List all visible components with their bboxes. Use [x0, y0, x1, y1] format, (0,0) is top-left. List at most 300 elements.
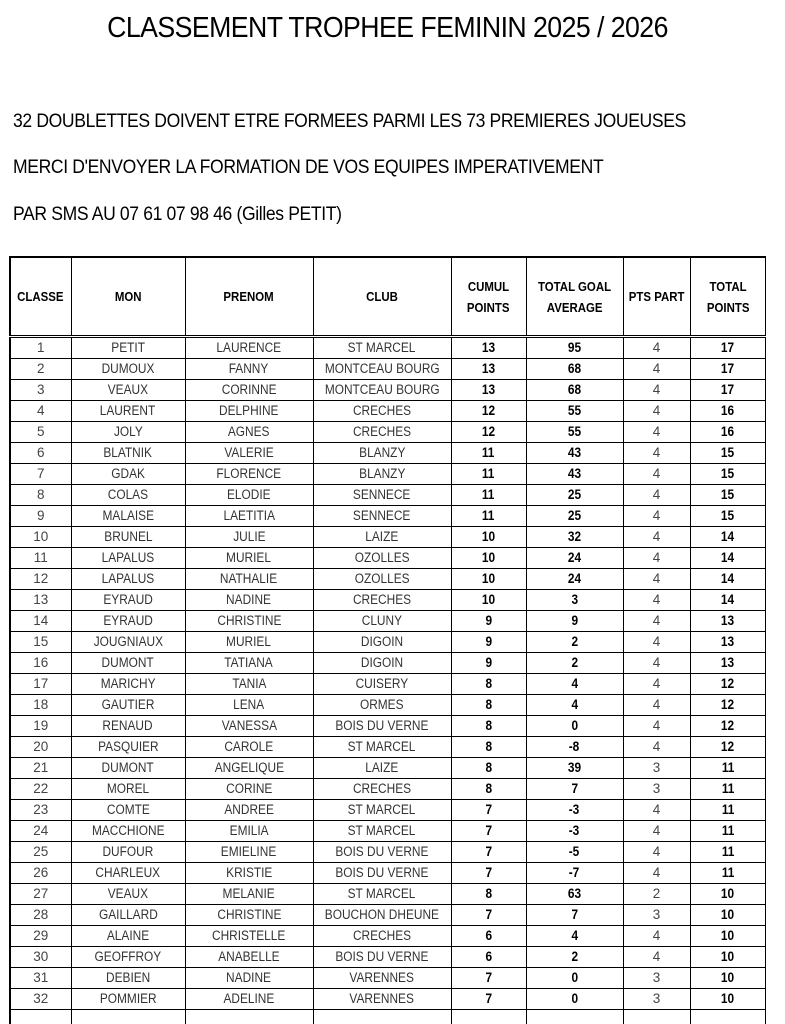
- cell-empty: [690, 1010, 766, 1024]
- cell-total-points: 11: [690, 758, 766, 779]
- cell-total-points: 12: [690, 674, 766, 695]
- cell-club: OZOLLES: [313, 569, 451, 590]
- cell-prenom: MURIEL: [185, 632, 313, 653]
- cell-prenom: ANABELLE: [185, 947, 313, 968]
- table-row: [10, 737, 766, 758]
- cell-cumul-points: 7: [451, 905, 526, 926]
- table-row: [10, 632, 766, 653]
- cell-pts-part: 4: [623, 380, 690, 401]
- cell-prenom: LAETITIA: [185, 506, 313, 527]
- cell-total-points: 11: [690, 779, 766, 800]
- cell-nom: MARICHY: [71, 674, 185, 695]
- cell-prenom: CORINE: [185, 779, 313, 800]
- cell-empty: [451, 1010, 526, 1024]
- cell-classe: 28: [10, 905, 71, 926]
- table-row: [10, 548, 766, 569]
- cell-prenom: CHRISTINE: [185, 611, 313, 632]
- cell-club: CLUNY: [313, 611, 451, 632]
- table-row: [10, 800, 766, 821]
- cell-empty: [185, 1010, 313, 1024]
- cell-pts-part: 4: [623, 401, 690, 422]
- cell-nom: LAPALUS: [71, 569, 185, 590]
- cell-nom: ALAINE: [71, 926, 185, 947]
- cell-goal-average: 43: [526, 464, 623, 485]
- header-goal-average: TOTAL GOAL AVERAGE: [526, 257, 623, 337]
- cell-nom: COMTE: [71, 800, 185, 821]
- cell-pts-part: 4: [623, 863, 690, 884]
- table-row: [10, 611, 766, 632]
- cell-classe: 21: [10, 758, 71, 779]
- cell-club: MONTCEAU BOURG: [313, 359, 451, 380]
- cell-classe: 19: [10, 716, 71, 737]
- cell-club: BOIS DU VERNE: [313, 863, 451, 884]
- cell-club: BOIS DU VERNE: [313, 947, 451, 968]
- cell-total-points: 14: [690, 527, 766, 548]
- cell-pts-part: 4: [623, 464, 690, 485]
- cell-pts-part: 4: [623, 842, 690, 863]
- cell-prenom: AGNES: [185, 422, 313, 443]
- cell-classe: 10: [10, 527, 71, 548]
- cell-goal-average: 95: [526, 337, 623, 359]
- cell-goal-average: 0: [526, 716, 623, 737]
- cell-cumul-points: 10: [451, 590, 526, 611]
- cell-prenom: DELPHINE: [185, 401, 313, 422]
- cell-nom: PETIT: [71, 337, 185, 359]
- cell-total-points: 15: [690, 443, 766, 464]
- table-row: [10, 695, 766, 716]
- cell-club: BOIS DU VERNE: [313, 716, 451, 737]
- cell-prenom: FLORENCE: [185, 464, 313, 485]
- cell-cumul-points: 12: [451, 422, 526, 443]
- cell-classe: 17: [10, 674, 71, 695]
- cell-pts-part: 3: [623, 968, 690, 989]
- cell-total-points: 11: [690, 821, 766, 842]
- cell-cumul-points: 6: [451, 926, 526, 947]
- cell-club: ST MARCEL: [313, 821, 451, 842]
- header-pts-part: PTS PART: [623, 257, 690, 337]
- cell-classe: 18: [10, 695, 71, 716]
- cell-total-points: 15: [690, 464, 766, 485]
- cell-cumul-points: 7: [451, 989, 526, 1010]
- cell-goal-average: 4: [526, 695, 623, 716]
- cell-nom: DUFOUR: [71, 842, 185, 863]
- cell-pts-part: 4: [623, 590, 690, 611]
- cell-pts-part: 4: [623, 548, 690, 569]
- cell-prenom: EMILIA: [185, 821, 313, 842]
- cell-pts-part: 4: [623, 337, 690, 359]
- cell-prenom: MELANIE: [185, 884, 313, 905]
- info-line-contact: PAR SMS AU 07 61 07 98 46 (Gilles PETIT): [13, 203, 342, 225]
- cell-nom: DUMONT: [71, 758, 185, 779]
- cell-goal-average: -3: [526, 800, 623, 821]
- cell-total-points: 11: [690, 800, 766, 821]
- cell-total-points: 10: [690, 905, 766, 926]
- cell-pts-part: 4: [623, 674, 690, 695]
- cell-pts-part: 4: [623, 611, 690, 632]
- cell-goal-average: -7: [526, 863, 623, 884]
- cell-club: DIGOIN: [313, 653, 451, 674]
- cell-total-points: 12: [690, 716, 766, 737]
- cell-prenom: TATIANA: [185, 653, 313, 674]
- cell-empty: [10, 1010, 71, 1024]
- cell-nom: DEBIEN: [71, 968, 185, 989]
- cell-cumul-points: 8: [451, 716, 526, 737]
- header-club: CLUB: [313, 257, 451, 337]
- cell-cumul-points: 11: [451, 485, 526, 506]
- cell-pts-part: 4: [623, 821, 690, 842]
- cell-club: OZOLLES: [313, 548, 451, 569]
- cell-total-points: 17: [690, 359, 766, 380]
- cell-club: VARENNES: [313, 968, 451, 989]
- cell-cumul-points: 11: [451, 506, 526, 527]
- cell-prenom: ELODIE: [185, 485, 313, 506]
- cell-total-points: 13: [690, 653, 766, 674]
- cell-cumul-points: 9: [451, 632, 526, 653]
- cell-nom: MALAISE: [71, 506, 185, 527]
- cell-classe: 2: [10, 359, 71, 380]
- cell-goal-average: 9: [526, 611, 623, 632]
- cell-classe: 26: [10, 863, 71, 884]
- table-row: [10, 422, 766, 443]
- table-row: [10, 653, 766, 674]
- cell-nom: MOREL: [71, 779, 185, 800]
- cell-nom: CHARLEUX: [71, 863, 185, 884]
- cell-goal-average: -3: [526, 821, 623, 842]
- table-row: [10, 337, 766, 359]
- table-row: [10, 443, 766, 464]
- cell-pts-part: 4: [623, 632, 690, 653]
- cell-nom: COLAS: [71, 485, 185, 506]
- cell-prenom: NADINE: [185, 590, 313, 611]
- cell-cumul-points: 8: [451, 758, 526, 779]
- cell-classe: 16: [10, 653, 71, 674]
- cell-pts-part: 3: [623, 989, 690, 1010]
- cell-nom: GEOFFROY: [71, 947, 185, 968]
- ranking-table: [9, 256, 766, 1024]
- cell-nom: POMMIER: [71, 989, 185, 1010]
- cell-cumul-points: 6: [451, 947, 526, 968]
- cell-empty: [623, 1010, 690, 1024]
- cell-club: DIGOIN: [313, 632, 451, 653]
- table-row: [10, 926, 766, 947]
- cell-pts-part: 4: [623, 485, 690, 506]
- cell-classe: 23: [10, 800, 71, 821]
- cell-total-points: 13: [690, 632, 766, 653]
- cell-nom: GAUTIER: [71, 695, 185, 716]
- cell-goal-average: 4: [526, 926, 623, 947]
- cell-total-points: 10: [690, 926, 766, 947]
- cell-classe: 3: [10, 380, 71, 401]
- cell-goal-average: 24: [526, 569, 623, 590]
- header-prenom: PRENOM: [185, 257, 313, 337]
- cell-classe: 12: [10, 569, 71, 590]
- cell-club: CRECHES: [313, 779, 451, 800]
- cell-classe: 30: [10, 947, 71, 968]
- cell-cumul-points: 13: [451, 359, 526, 380]
- cell-classe: 7: [10, 464, 71, 485]
- cell-classe: 8: [10, 485, 71, 506]
- cell-classe: 20: [10, 737, 71, 758]
- cell-total-points: 10: [690, 884, 766, 905]
- cell-classe: 29: [10, 926, 71, 947]
- cell-goal-average: 0: [526, 968, 623, 989]
- cell-total-points: 17: [690, 380, 766, 401]
- table-row: [10, 485, 766, 506]
- table-row: [10, 674, 766, 695]
- cell-classe: 1: [10, 337, 71, 359]
- cell-pts-part: 4: [623, 443, 690, 464]
- cell-pts-part: 4: [623, 695, 690, 716]
- cell-nom: LAPALUS: [71, 548, 185, 569]
- cell-classe: 24: [10, 821, 71, 842]
- table-row: [10, 380, 766, 401]
- cell-cumul-points: 13: [451, 337, 526, 359]
- cell-goal-average: 7: [526, 779, 623, 800]
- cell-nom: VEAUX: [71, 380, 185, 401]
- cell-pts-part: 2: [623, 884, 690, 905]
- cell-total-points: 10: [690, 947, 766, 968]
- cell-classe: 25: [10, 842, 71, 863]
- cell-cumul-points: 10: [451, 527, 526, 548]
- cell-goal-average: 3: [526, 590, 623, 611]
- cell-classe: 27: [10, 884, 71, 905]
- cell-club: CRECHES: [313, 926, 451, 947]
- cell-prenom: CHRISTINE: [185, 905, 313, 926]
- cell-club: ORMES: [313, 695, 451, 716]
- cell-total-points: 12: [690, 695, 766, 716]
- cell-pts-part: 4: [623, 653, 690, 674]
- cell-total-points: 11: [690, 863, 766, 884]
- cell-total-points: 15: [690, 485, 766, 506]
- cell-cumul-points: 7: [451, 863, 526, 884]
- cell-total-points: 14: [690, 590, 766, 611]
- cell-classe: 14: [10, 611, 71, 632]
- header-nom: MON: [71, 257, 185, 337]
- cell-nom: GAILLARD: [71, 905, 185, 926]
- cell-pts-part: 4: [623, 569, 690, 590]
- cell-pts-part: 4: [623, 947, 690, 968]
- cell-classe: 11: [10, 548, 71, 569]
- cell-goal-average: -8: [526, 737, 623, 758]
- cell-pts-part: 4: [623, 527, 690, 548]
- cell-classe: 31: [10, 968, 71, 989]
- cell-goal-average: 2: [526, 632, 623, 653]
- table-row: [10, 905, 766, 926]
- header-classe: CLASSE: [10, 257, 71, 337]
- cell-prenom: MURIEL: [185, 548, 313, 569]
- cell-goal-average: -5: [526, 842, 623, 863]
- cell-cumul-points: 11: [451, 443, 526, 464]
- cell-club: VARENNES: [313, 989, 451, 1010]
- cell-goal-average: 2: [526, 653, 623, 674]
- cell-club: CRECHES: [313, 401, 451, 422]
- cell-nom: DUMONT: [71, 653, 185, 674]
- cell-prenom: LENA: [185, 695, 313, 716]
- table-row: [10, 821, 766, 842]
- header-total-points: TOTAL POINTS: [690, 257, 766, 337]
- cell-cumul-points: 7: [451, 842, 526, 863]
- cell-club: ST MARCEL: [313, 884, 451, 905]
- cell-cumul-points: 7: [451, 800, 526, 821]
- cell-total-points: 11: [690, 842, 766, 863]
- table-row: [10, 359, 766, 380]
- cell-nom: JOLY: [71, 422, 185, 443]
- cell-club: LAIZE: [313, 527, 451, 548]
- cell-classe: 13: [10, 590, 71, 611]
- table-row: [10, 569, 766, 590]
- table-row: [10, 863, 766, 884]
- cell-goal-average: 39: [526, 758, 623, 779]
- cell-prenom: ADELINE: [185, 989, 313, 1010]
- cell-club: CRECHES: [313, 590, 451, 611]
- table-row: [10, 842, 766, 863]
- cell-club: BOUCHON DHEUNE: [313, 905, 451, 926]
- cell-pts-part: 4: [623, 359, 690, 380]
- cell-nom: LAURENT: [71, 401, 185, 422]
- info-line-request: MERCI D'ENVOYER LA FORMATION DE VOS EQUIPES IMPERATIVEMENT: [13, 156, 604, 178]
- cell-pts-part: 3: [623, 905, 690, 926]
- cell-prenom: EMIELINE: [185, 842, 313, 863]
- cell-cumul-points: 11: [451, 464, 526, 485]
- cell-classe: 15: [10, 632, 71, 653]
- cell-nom: RENAUD: [71, 716, 185, 737]
- cell-cumul-points: 8: [451, 695, 526, 716]
- cell-goal-average: 32: [526, 527, 623, 548]
- ranking-table-container: [9, 256, 766, 1024]
- table-row: [10, 464, 766, 485]
- cell-total-points: 16: [690, 401, 766, 422]
- cell-total-points: 14: [690, 569, 766, 590]
- page-title: CLASSEMENT TROPHEE FEMININ 2025 / 2026: [107, 12, 668, 44]
- cell-club: ST MARCEL: [313, 337, 451, 359]
- cell-pts-part: 4: [623, 737, 690, 758]
- table-row-partial: [10, 1010, 766, 1024]
- cell-nom: DUMOUX: [71, 359, 185, 380]
- header-cumul-points: CUMUL POINTS: [451, 257, 526, 337]
- cell-total-points: 16: [690, 422, 766, 443]
- cell-pts-part: 3: [623, 779, 690, 800]
- cell-cumul-points: 8: [451, 779, 526, 800]
- cell-prenom: CHRISTELLE: [185, 926, 313, 947]
- cell-classe: 4: [10, 401, 71, 422]
- cell-prenom: ANDREE: [185, 800, 313, 821]
- cell-cumul-points: 10: [451, 548, 526, 569]
- cell-club: ST MARCEL: [313, 800, 451, 821]
- cell-goal-average: 55: [526, 401, 623, 422]
- cell-goal-average: 55: [526, 422, 623, 443]
- cell-nom: EYRAUD: [71, 611, 185, 632]
- header-row: [10, 257, 766, 337]
- cell-cumul-points: 9: [451, 653, 526, 674]
- cell-nom: PASQUIER: [71, 737, 185, 758]
- cell-pts-part: 4: [623, 716, 690, 737]
- cell-prenom: TANIA: [185, 674, 313, 695]
- cell-cumul-points: 7: [451, 968, 526, 989]
- cell-goal-average: 68: [526, 359, 623, 380]
- cell-cumul-points: 8: [451, 737, 526, 758]
- cell-classe: 32: [10, 989, 71, 1010]
- cell-prenom: VANESSA: [185, 716, 313, 737]
- cell-cumul-points: 8: [451, 884, 526, 905]
- table-row: [10, 779, 766, 800]
- cell-prenom: ANGELIQUE: [185, 758, 313, 779]
- cell-pts-part: 4: [623, 800, 690, 821]
- cell-goal-average: 0: [526, 989, 623, 1010]
- cell-classe: 6: [10, 443, 71, 464]
- table-row: [10, 758, 766, 779]
- table-row: [10, 527, 766, 548]
- table-row: [10, 401, 766, 422]
- cell-empty: [526, 1010, 623, 1024]
- cell-total-points: 13: [690, 611, 766, 632]
- cell-pts-part: 4: [623, 506, 690, 527]
- cell-total-points: 14: [690, 548, 766, 569]
- cell-empty: [71, 1010, 185, 1024]
- cell-classe: 22: [10, 779, 71, 800]
- cell-total-points: 10: [690, 968, 766, 989]
- cell-prenom: NATHALIE: [185, 569, 313, 590]
- cell-total-points: 10: [690, 989, 766, 1010]
- cell-goal-average: 43: [526, 443, 623, 464]
- cell-club: BLANZY: [313, 464, 451, 485]
- cell-nom: GDAK: [71, 464, 185, 485]
- cell-nom: BRUNEL: [71, 527, 185, 548]
- cell-goal-average: 25: [526, 485, 623, 506]
- cell-prenom: CAROLE: [185, 737, 313, 758]
- cell-total-points: 15: [690, 506, 766, 527]
- cell-goal-average: 2: [526, 947, 623, 968]
- cell-goal-average: 7: [526, 905, 623, 926]
- cell-cumul-points: 8: [451, 674, 526, 695]
- cell-prenom: NADINE: [185, 968, 313, 989]
- cell-classe: 9: [10, 506, 71, 527]
- cell-club: CRECHES: [313, 422, 451, 443]
- cell-pts-part: 4: [623, 422, 690, 443]
- cell-pts-part: 4: [623, 926, 690, 947]
- cell-goal-average: 24: [526, 548, 623, 569]
- cell-prenom: JULIE: [185, 527, 313, 548]
- cell-goal-average: 4: [526, 674, 623, 695]
- cell-prenom: FANNY: [185, 359, 313, 380]
- table-row: [10, 506, 766, 527]
- table-row: [10, 989, 766, 1010]
- cell-club: CUISERY: [313, 674, 451, 695]
- cell-nom: JOUGNIAUX: [71, 632, 185, 653]
- table-row: [10, 947, 766, 968]
- cell-club: ST MARCEL: [313, 737, 451, 758]
- cell-classe: 5: [10, 422, 71, 443]
- cell-pts-part: 3: [623, 758, 690, 779]
- cell-empty: [313, 1010, 451, 1024]
- table-row: [10, 716, 766, 737]
- cell-prenom: LAURENCE: [185, 337, 313, 359]
- cell-goal-average: 63: [526, 884, 623, 905]
- cell-cumul-points: 13: [451, 380, 526, 401]
- cell-club: BOIS DU VERNE: [313, 842, 451, 863]
- cell-nom: VEAUX: [71, 884, 185, 905]
- cell-cumul-points: 7: [451, 821, 526, 842]
- cell-prenom: VALERIE: [185, 443, 313, 464]
- cell-prenom: CORINNE: [185, 380, 313, 401]
- cell-total-points: 17: [690, 337, 766, 359]
- table-row: [10, 968, 766, 989]
- table-row: [10, 590, 766, 611]
- cell-nom: MACCHIONE: [71, 821, 185, 842]
- cell-club: SENNECE: [313, 485, 451, 506]
- cell-nom: EYRAUD: [71, 590, 185, 611]
- cell-cumul-points: 9: [451, 611, 526, 632]
- cell-cumul-points: 12: [451, 401, 526, 422]
